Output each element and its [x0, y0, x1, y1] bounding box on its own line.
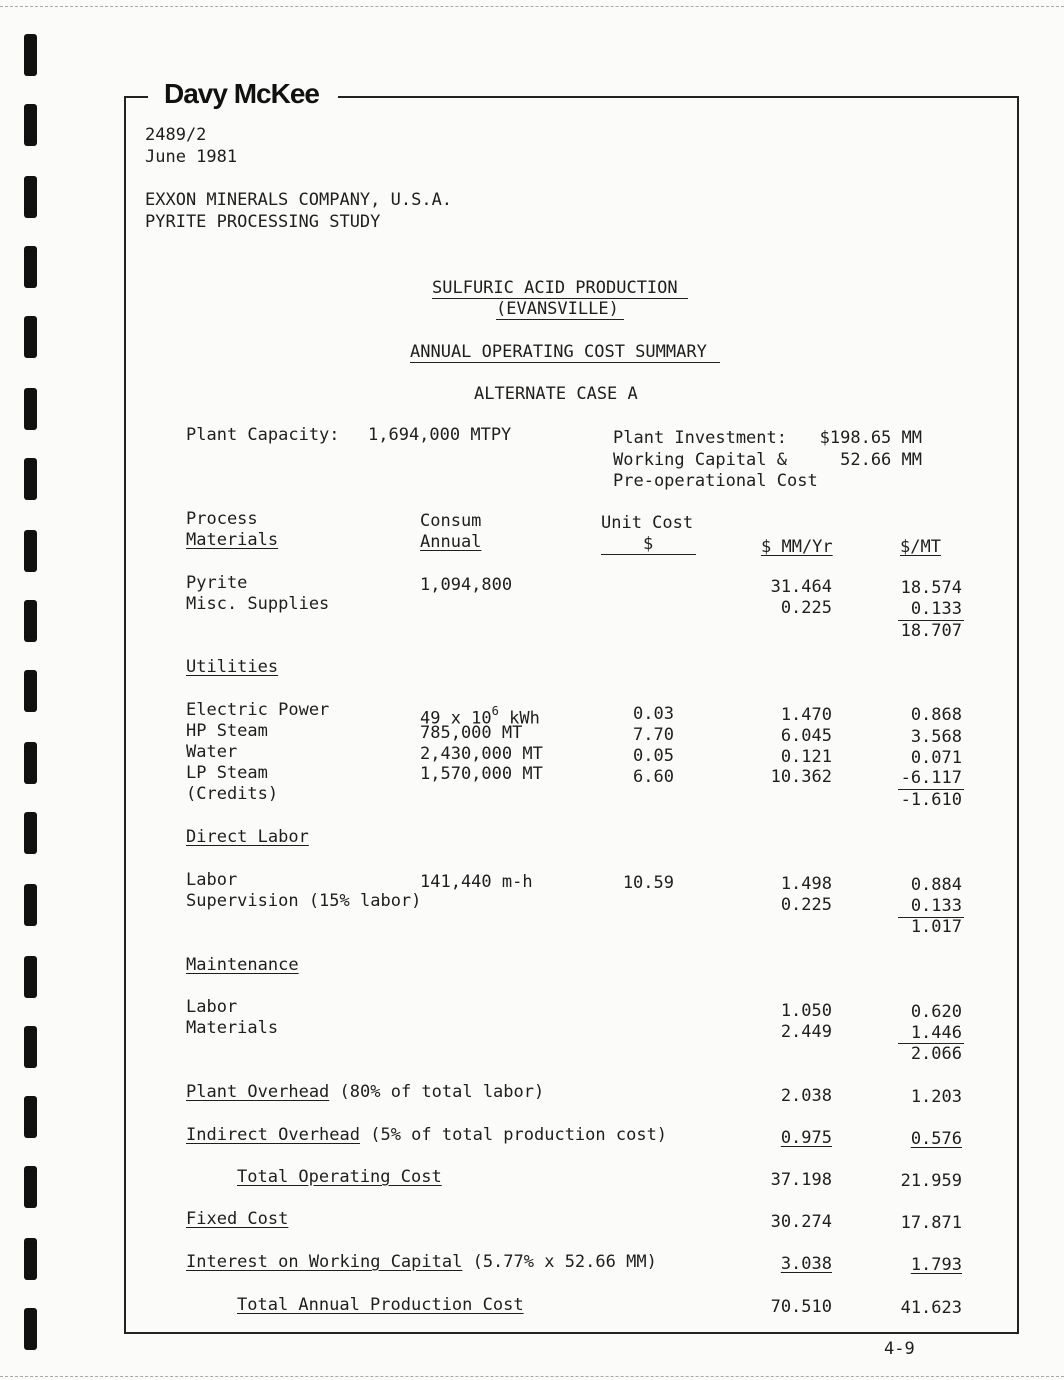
col-header-mm-yr: $ MM/Yr: [761, 537, 833, 557]
page-edge-top: [0, 6, 1064, 7]
pyrite-mm-yr: 31.464: [770, 577, 832, 597]
labor-per-mt: 0.884: [910, 875, 962, 895]
study-name: PYRITE PROCESSING STUDY: [145, 212, 381, 232]
fixed-mm-yr: 30.274: [770, 1212, 832, 1232]
pyrite-per-mt: 18.574: [900, 578, 962, 598]
supervision-per-mt: 0.133: [910, 896, 962, 916]
title-underline: [496, 319, 624, 320]
preoperational-label: Pre-operational Cost: [613, 471, 818, 491]
col-header-underline: [601, 554, 696, 555]
row-label-maintenance-materials: Materials: [186, 1018, 279, 1038]
row-label-lp-steam: LP Steam: [186, 763, 268, 783]
title-line-1: SULFURIC ACID PRODUCTION: [432, 278, 678, 298]
binding-punch-mark: [24, 246, 37, 288]
maintenance-materials-per-mt: 1.446: [910, 1023, 962, 1043]
hp-mm-yr: 6.045: [780, 726, 832, 746]
col-header-unit-cost: Unit Cost: [601, 513, 694, 533]
row-total-annual-production-cost: Total Annual Production Cost: [237, 1295, 524, 1315]
row-plant-overhead: Plant Overhead (80% of total labor): [186, 1082, 545, 1102]
lp-unit-cost: 6.60: [633, 767, 674, 787]
binding-punch-mark: [24, 530, 37, 572]
water-mm-yr: 0.121: [780, 747, 832, 767]
hp-consum: 785,000 MT: [420, 723, 523, 743]
lp-mm-yr: 10.362: [770, 767, 832, 787]
case-label: ALTERNATE CASE A: [474, 384, 638, 404]
binding-punch-mark: [24, 388, 37, 430]
water-unit-cost: 0.05: [633, 746, 674, 766]
col-header-materials: Materials: [186, 530, 279, 550]
water-consum: 2,430,000 MT: [420, 744, 543, 764]
lp-per-mt: -6.117: [900, 768, 962, 788]
row-total-operating-cost: Total Operating Cost: [237, 1167, 442, 1187]
total-operating-per-mt: 21.959: [900, 1171, 962, 1191]
frame-border: [338, 96, 1018, 98]
doc-date: June 1981: [145, 147, 238, 167]
electric-per-mt: 0.868: [910, 705, 962, 725]
row-label-water: Water: [186, 742, 238, 762]
row-label-misc-supplies: Misc. Supplies: [186, 594, 330, 614]
pyrite-consum: 1,094,800: [420, 575, 513, 595]
section-direct-labor: Direct Labor: [186, 827, 309, 847]
fixed-per-mt: 17.871: [900, 1213, 962, 1233]
title-line-2: (EVANSVILLE): [496, 299, 619, 319]
col-header-consum: Consum: [420, 511, 482, 531]
utilities-subtotal: -1.610: [900, 790, 962, 810]
plant-capacity-value: 1,694,000 MTPY: [368, 425, 512, 445]
binding-punch-mark: [24, 956, 37, 998]
labor-consum: 141,440 m-h: [420, 872, 533, 892]
total-annual-per-mt: 41.623: [900, 1298, 962, 1318]
row-label-hp-steam: HP Steam: [186, 721, 268, 741]
misc-mm-yr: 0.225: [780, 598, 832, 618]
interest-per-mt: 1.793: [910, 1255, 962, 1275]
electric-consum: 49 x $10^6$ kWh: [420, 704, 540, 729]
subtitle: ANNUAL OPERATING COST SUMMARY: [410, 342, 707, 362]
row-label-credits: (Credits): [186, 784, 279, 804]
section-utilities: Utilities: [186, 657, 279, 677]
hp-per-mt: 3.568: [910, 727, 962, 747]
row-label-maintenance-labor: Labor: [186, 997, 238, 1017]
row-label-labor: Labor: [186, 870, 238, 890]
binding-punch-mark: [24, 1308, 37, 1350]
subtitle-underline: [410, 362, 720, 363]
maintenance-materials-mm-yr: 2.449: [780, 1022, 832, 1042]
plant-investment-label: Plant Investment:: [613, 428, 787, 448]
maintenance-labor-mm-yr: 1.050: [780, 1001, 832, 1021]
frame-border: [124, 1332, 1019, 1334]
company-logo: Davy McKee: [164, 78, 319, 109]
working-capital-label: Working Capital &: [613, 450, 787, 470]
working-capital-value: 52.66 MM: [840, 450, 922, 470]
col-header-per-mt: $/MT: [900, 537, 941, 557]
binding-punch-mark: [24, 1026, 37, 1068]
frame-border: [124, 96, 126, 1332]
col-header-process: Process: [186, 509, 258, 529]
maintenance-labor-per-mt: 0.620: [910, 1002, 962, 1022]
binding-punch-mark: [24, 458, 37, 500]
binding-punch-mark: [24, 1166, 37, 1208]
interest-mm-yr: 3.038: [780, 1254, 832, 1274]
process-subtotal: 18.707: [900, 621, 962, 641]
water-per-mt: 0.071: [910, 748, 962, 768]
page-edge-bottom: [0, 1376, 1064, 1377]
binding-punch-mark: [24, 1096, 37, 1138]
frame-border: [124, 96, 148, 98]
section-maintenance: Maintenance: [186, 955, 299, 975]
binding-punch-mark: [24, 176, 37, 218]
binding-punch-mark: [24, 812, 37, 854]
binding-punch-mark: [24, 600, 37, 642]
total-annual-mm-yr: 70.510: [770, 1297, 832, 1317]
binding-punch-mark: [24, 1238, 37, 1280]
row-fixed-cost: Fixed Cost: [186, 1209, 289, 1229]
page-number: 4-9: [884, 1339, 915, 1359]
overhead-per-mt: 1.203: [910, 1087, 962, 1107]
binding-punch-mark: [24, 670, 37, 712]
row-label-electric-power: Electric Power: [186, 700, 330, 720]
misc-per-mt: 0.133: [910, 599, 962, 619]
electric-unit-cost: 0.03: [633, 704, 674, 724]
plant-capacity-label: Plant Capacity:: [186, 425, 340, 445]
row-label-pyrite: Pyrite: [186, 573, 248, 593]
plant-investment-value: $198.65 MM: [819, 428, 922, 448]
row-indirect-overhead: Indirect Overhead (5% of total production cost): [186, 1125, 668, 1145]
binding-punch-mark: [24, 742, 37, 784]
row-label-supervision: Supervision (15% labor): [186, 891, 422, 911]
col-header-unit-cost-currency: $: [643, 534, 654, 554]
col-header-annual: Annual: [420, 532, 482, 552]
frame-border: [1017, 96, 1019, 1332]
company-name: EXXON MINERALS COMPANY, U.S.A.: [145, 190, 453, 210]
maintenance-subtotal: 2.066: [910, 1044, 962, 1064]
electric-mm-yr: 1.470: [780, 705, 832, 725]
overhead-mm-yr: 2.038: [780, 1086, 832, 1106]
indirect-mm-yr: 0.975: [780, 1128, 832, 1148]
binding-punch-mark: [24, 34, 37, 76]
labor-mm-yr: 1.498: [780, 874, 832, 894]
labor-unit-cost: 10.59: [622, 873, 674, 893]
doc-number: 2489/2: [145, 125, 207, 145]
binding-punch-mark: [24, 316, 37, 358]
total-operating-mm-yr: 37.198: [770, 1170, 832, 1190]
indirect-per-mt: 0.576: [910, 1129, 962, 1149]
supervision-mm-yr: 0.225: [780, 895, 832, 915]
lp-consum: 1,570,000 MT: [420, 764, 543, 784]
row-interest-working-capital: Interest on Working Capital (5.77% x 52.66 MM): [186, 1252, 657, 1272]
hp-unit-cost: 7.70: [633, 725, 674, 745]
binding-punch-mark: [24, 104, 37, 146]
binding-punch-mark: [24, 884, 37, 926]
labor-subtotal: 1.017: [910, 917, 962, 937]
